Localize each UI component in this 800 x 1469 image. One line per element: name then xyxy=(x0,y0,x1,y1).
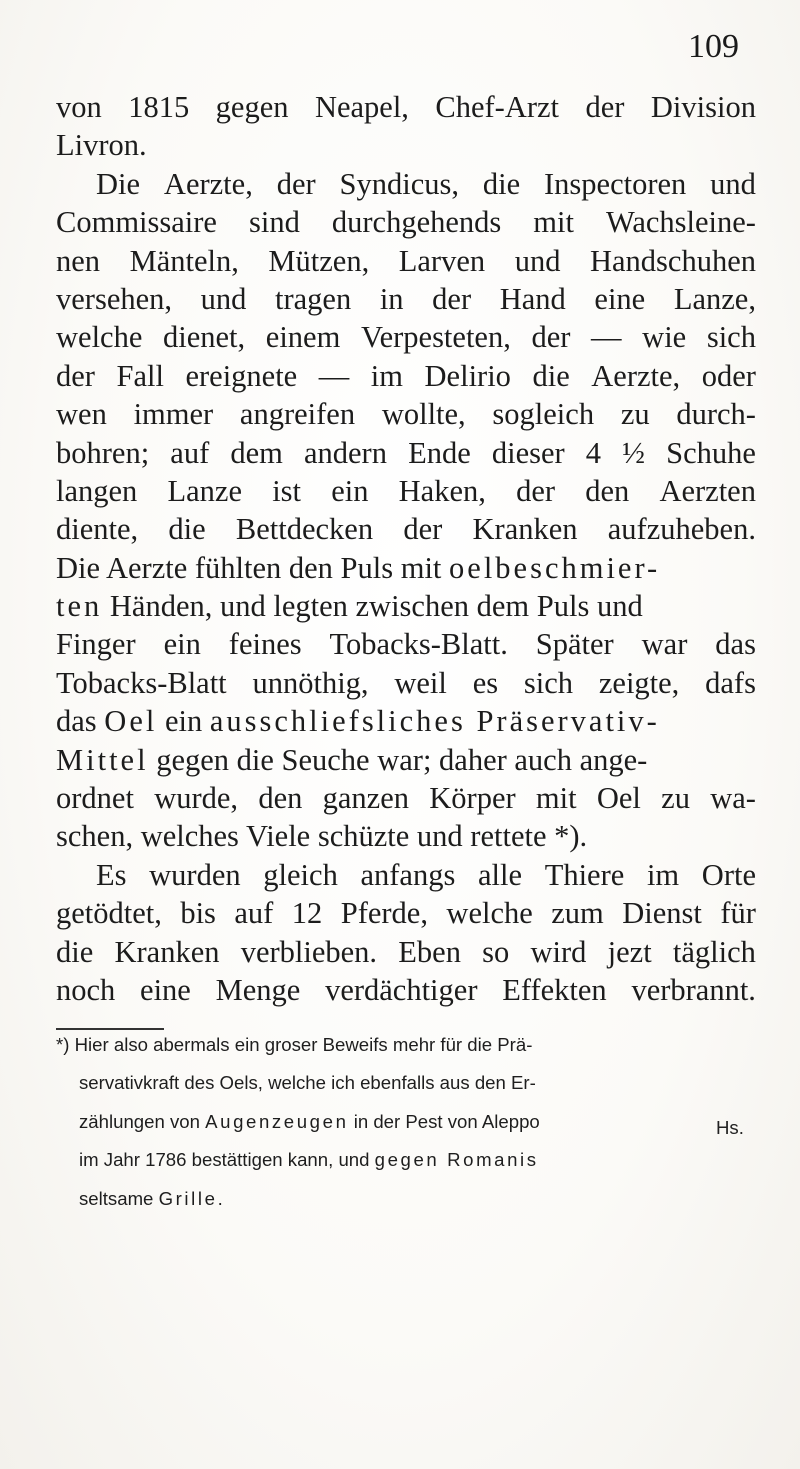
footnote-line-2: servativkraft des Oels, welche ich ebenfalls aus den Er- xyxy=(79,1072,536,1094)
text-line-16: Tobacks-Blatt unnöthig, weil es sich zeigte, dafs xyxy=(56,665,756,700)
text-line-8: der Fall ereignete — im Delirio die Aerzte, oder xyxy=(56,358,756,393)
footnote-line-3-c: in der Pest von Aleppo xyxy=(353,1110,540,1132)
footnote-line-4-a: im Jahr 1786 bestättigen kann, und xyxy=(79,1149,370,1171)
text-line-9: wen immer angreifen wollte, sogleich zu durch- xyxy=(56,397,756,432)
text-line-20: schen, welches Viele schüzte und rettete *). xyxy=(56,819,588,854)
footnote-rule xyxy=(56,1028,164,1030)
text-line-24: noch eine Menge verdächtiger Effekten verbrannt. xyxy=(56,972,756,1007)
page-number: 109 xyxy=(688,28,739,65)
emphasis-praeservativ: ausschliefsliches Präservativ- xyxy=(209,704,660,739)
emphasis-ten: ten xyxy=(56,589,103,624)
text-line-15: Finger ein feines Tobacks-Blatt. Später war das xyxy=(56,627,756,662)
emphasis-augenzeugen: Augenzeugen xyxy=(205,1110,349,1132)
footnote-line-4 xyxy=(56,1147,756,1185)
text-line-4: Commissaire sind durchgehends mit Wachsleine- xyxy=(56,205,756,240)
text-line-18-b: gegen die Seuche war; daher auch ange- xyxy=(156,742,648,777)
footnote-line-3 xyxy=(56,1109,756,1147)
text-line-13 xyxy=(56,549,756,587)
emphasis-grille: Grille. xyxy=(158,1187,226,1209)
text-line-18 xyxy=(56,741,756,779)
text-line-12: diente, die Bettdecken der Kranken aufzuheben. xyxy=(56,512,756,547)
body-text xyxy=(56,88,756,1009)
text-line-13-a: Die Aerzte fühlten den Puls mit xyxy=(56,550,442,585)
text-line-3: Die Aerzte, der Syndicus, die Inspectoren und xyxy=(96,166,756,201)
text-line-21: Es wurden gleich anfangs alle Thiere im Orte xyxy=(96,857,756,892)
text-line-17-c: ein xyxy=(164,704,203,739)
text-line-19: ordnet wurde, den ganzen Körper mit Oel zu wa- xyxy=(56,781,756,816)
text-line-14-b: Händen, und legten zwischen dem Puls und xyxy=(109,589,643,624)
emphasis-gegen-romanis: gegen Romanis xyxy=(374,1149,539,1171)
text-line-6: versehen, und tragen in der Hand eine Lanze, xyxy=(56,281,756,316)
emphasis-oelbeschmier: oelbeschmier- xyxy=(449,550,661,585)
text-line-11: langen Lanze ist ein Haken, der den Aerzten xyxy=(56,473,756,508)
footnote xyxy=(56,1032,756,1224)
text-line-17 xyxy=(56,702,756,740)
text-line-17-a: das xyxy=(56,704,97,739)
text-line-10: bohren; auf dem andern Ende dieser 4 ½ Schuhe xyxy=(56,435,756,470)
text-line-14 xyxy=(56,587,756,625)
emphasis-mittel: Mittel xyxy=(56,742,149,777)
footnote-line-3-a: zählungen von xyxy=(79,1110,200,1132)
text-line-7: welche dienet, einem Verpesteten, der — wie sich xyxy=(56,320,756,355)
text-line-23: die Kranken verblieben. Eben so wird jezt täglich xyxy=(56,934,756,969)
catchword: Hs. xyxy=(716,1117,744,1138)
emphasis-oel: Oel xyxy=(104,704,158,739)
text-line-2: Livron. xyxy=(56,128,147,163)
text-line-22: getödtet, bis auf 12 Pferde, welche zum Dienst für xyxy=(56,896,756,931)
text-line-5: nen Mänteln, Mützen, Larven und Handschuhen xyxy=(56,243,756,278)
text-line-1: von 1815 gegen Neapel, Chef-Arzt der Division xyxy=(56,90,756,124)
footnote-line-5-a: seltsame xyxy=(79,1187,154,1209)
footnote-line-1: *) Hier also abermals ein groser Beweifs mehr für die Prä- xyxy=(56,1034,533,1055)
footnote-line-5 xyxy=(56,1186,756,1224)
